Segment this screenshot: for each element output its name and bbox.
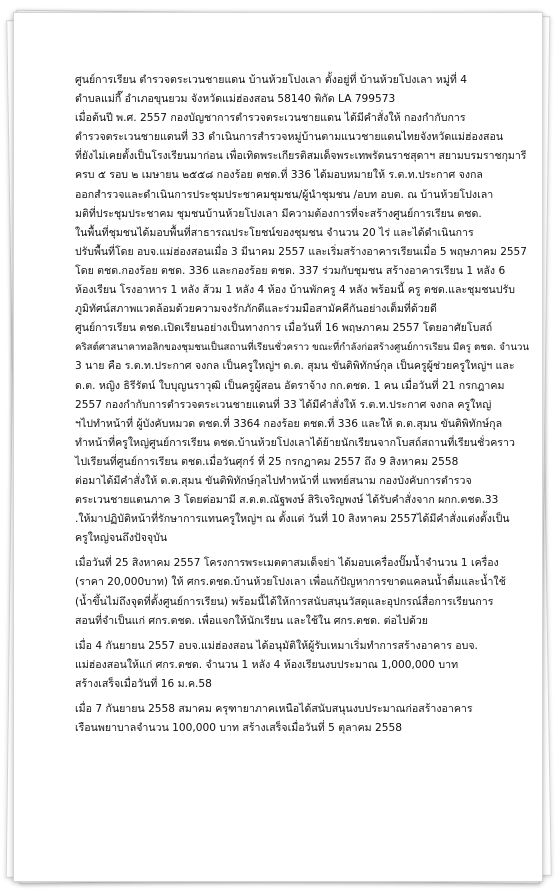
text-line: ตำรวจตระเวนชายแดนที่ 33 ดำเนินการสำรวจหมู่บ้านตามแนวชายแดนไทยจังหวัดแม่ฮ่องสอน bbox=[75, 131, 504, 144]
text-line: ครบ ๕ รอบ ๒ เมษายน ๒๕๕๘ กองร้อย ตชด.ที่ 336 ได้มอบหมายให้ ร.ต.ท.ประกาศ จงกล bbox=[75, 169, 483, 182]
paragraph bbox=[47, 637, 529, 694]
text-line: ในพื้นที่ชุมชนได้มอบพื้นที่สาธารณประโยชน์ของชุมชน จำนวน 20 ไร่ และได้ดำเนินการ bbox=[75, 226, 474, 239]
text-line: เมื่อวันที่ 25 สิงหาคม 2557 โครงการพระเมตตาสมเด็จย่า ได้มอบเครื่องปั๊มน้ำจำนวน 1 เครื่อง bbox=[75, 557, 499, 570]
text-line: ทำหน้าที่ครูใหญ่ศูนย์การเรียน ตชด.บ้านห้วยโปงเลาได้ย้ายนักเรียนจากโบสถ์สถานที่เรียนชั่วคราว bbox=[75, 436, 515, 449]
document-body bbox=[47, 71, 529, 738]
text-line: ฯไปทำหน้าที่ ผู้บังคับหมวด ตชด.ที่ 3364 กองร้อย ตชด.ที่ 336 และให้ ด.ต.สุมน ขันติพิทักษ์กุล bbox=[75, 417, 503, 430]
text-line: ออกสำรวจและดำเนินการประชุมประชาคมชุมชน/ผู้นำชุมชน /อบท อบต. ณ บ้านห้วยโปงเลา bbox=[75, 188, 494, 201]
text-line: ไปเรียนที่ศูนย์การเรียน ตชด.เมื่อวันศุกร์ ที่ 25 กรกฎาคม 2557 ถึง 9 สิงหาคม 2558 bbox=[75, 455, 459, 468]
text-line: 3 นาย คือ ร.ต.ท.ประกาศ จงกล เป็นครูใหญ่ฯ ด.ต. สุมน ขันติพิทักษ์กุล เป็นครูผู้ช่วยครูใหญ่ฯ และ bbox=[75, 360, 515, 373]
text-line: ศูนย์การเรียน ตชด.เปิดเรียนอย่างเป็นทางการ เมื่อวันที่ 16 พฤษภาคม 2557 โดยอาศัยโบสถ์ bbox=[75, 322, 493, 335]
paragraph bbox=[47, 109, 529, 319]
text-line: แม่ฮ่องสอนให้แก่ ศกร.ตชด. จำนวน 1 หลัง 4 ห้องเรียนงบประมาณ 1,000,000 บาท bbox=[75, 658, 459, 671]
text-line: ตำบลแม่กี๊ อำเภอขุนยวม จังหวัดแม่ฮ่องสอน 58140 พิกัด LA 799573 bbox=[75, 93, 396, 106]
paragraph bbox=[47, 554, 529, 630]
text-line: ศูนย์การเรียน ตำรวจตระเวนชายแดน บ้านห้วยโปงเลา ตั้งอยู่ที่ บ้านห้วยโปงเลา หมู่ที่ 4 bbox=[75, 74, 467, 86]
text-line: .ให้มาปฏิบัติหน้าที่รักษาการแทนครูใหญ่ฯ ณ ตั้งแต่ วันที่ 10 สิงหาคม 2557ได้มีคำสั่งแต่งตั้งเป็น bbox=[75, 513, 510, 526]
text-line: โดย ตชด.กองร้อย ตชด. 336 และกองร้อย ตชด. 337 ร่วมกับชุมชน สร้างอาคารเรียน 1 หลัง 6 bbox=[75, 264, 506, 277]
text-line: เมื่อ 4 กันยายน 2557 อบจ.แม่ฮ่องสอน ได้อนุมัติให้ผู้รับเหมาเริ่มทำการสร้างอาคาร อบจ. bbox=[75, 639, 478, 652]
paragraph bbox=[47, 319, 529, 548]
text-line: เมื่อต้นปี พ.ศ. 2557 กองบัญชาการตำรวจตระเวนชายแดน ได้มีคำสั่งให้ กองกำกับการ bbox=[75, 112, 466, 125]
paragraph bbox=[47, 700, 529, 738]
text-line: สร้างเสร็จเมื่อวันที่ 16 ม.ค.58 bbox=[75, 677, 212, 690]
text-line: ตระเวนชายแดนภาค 3 โดยต่อมามี ส.ต.ต.ณัฐพงษ์ สิริเจริญพงษ์ ได้รับคำสั่งจาก ผกก.ตชด.33 bbox=[75, 494, 499, 507]
text-line: เรือนพยาบาลจำนวน 100,000 บาท สร้างเสร็จเมื่อวันที่ 5 ตุลาคม 2558 bbox=[75, 722, 402, 735]
text-line: เมื่อ 7 กันยายน 2558 สมาคม ครุฑายาภาคเหนือได้สนับสนุนงบประมาณก่อสร้างอาคาร bbox=[75, 703, 473, 715]
text-line: สอนที่จำเป็นแก่ ศกร.ตชด. เพื่อแจกให้นักเรียน และใช้ใน ศกร.ตชด. ต่อไปด้วย bbox=[75, 614, 429, 627]
text-line: ที่ยังไม่เคยตั้งเป็นโรงเรียนมาก่อน เพื่อเทิดพระเกียรติสมเด็จพระเทพรัตนราชสุดาฯ สยามบรมราชกุมารี bbox=[75, 150, 527, 163]
text-line: 2557 กองกำกับการตำรวจตระเวนชายแดนที่ 33 ได้มีคำสั่งให้ ร.ต.ท.ประกาศ จงกล ครูใหญ่ bbox=[75, 398, 492, 411]
text-line: ครูใหญ่จนถึงปัจจุบัน bbox=[75, 532, 168, 545]
text-line: ต่อมาได้มีคำสั่งให้ ด.ต.สุมน ขันติพิทักษ์กุลไปทำหน้าที่ แพทย์สนาม กองบังคับการตำรวจ bbox=[75, 474, 472, 487]
text-line: ปรับพื้นที่โดย อบจ.แม่ฮ่องสอนเมื่อ 3 มีนาคม 2557 และเริ่มสร้างอาคารเรียนเมื่อ 5 พฤษภาคม 2557 bbox=[75, 245, 527, 258]
text-line: มติที่ประชุมประชาคม ชุมชนบ้านห้วยโปงเลา มีความต้องการที่จะสร้างศูนย์การเรียน ตชด. bbox=[75, 207, 482, 220]
text-line: (ราคา 20,000บาท) ให้ ศกร.ตชด.บ้านห้วยโปงเลา เพื่อแก้ปัญหาการขาดแคลนน้ำดื่มและน้ำใช้ bbox=[75, 576, 506, 589]
text-line: คริสต์ศาสนาคาทอลิกของชุมชนเป็นสถานที่เรียนชั่วคราว ขณะที่กำลังก่อสร้างศูนย์การเรียน มีครู ตชด. จำนวน bbox=[75, 342, 530, 354]
paragraph bbox=[47, 71, 529, 109]
text-line: ห้องเรียน โรงอาหาร 1 หลัง ส้วม 1 หลัง 4 ห้อง บ้านพักครู 4 หลัง พร้อมนี้ ครู ตชด.และชุมชนปรับ bbox=[75, 284, 515, 297]
paper-sheet-front bbox=[13, 12, 543, 882]
text-line: ภูมิทัศน์สภาพแวดล้อมด้วยความจงรักภักดีและร่วมมือสามัคคีกันอย่างเต็มที่ด้วยดี bbox=[75, 303, 437, 316]
text-line: ด.ต. หญิง ธิรีรัตน์ ใบบุญนราวุฒิ เป็นครูผู้สอน อัตราจ้าง กก.ตชด. 1 คน เมื่อวันที่ 21 กรกฎาคม bbox=[75, 379, 505, 392]
text-line: (น้ำขึ้นไม่ถึงจุดที่ตั้งศูนย์การเรียน) พร้อมนี้ได้ให้การสนับสนุนวัสดุและอุปกรณ์สื่อการเรียนการ bbox=[75, 595, 494, 608]
